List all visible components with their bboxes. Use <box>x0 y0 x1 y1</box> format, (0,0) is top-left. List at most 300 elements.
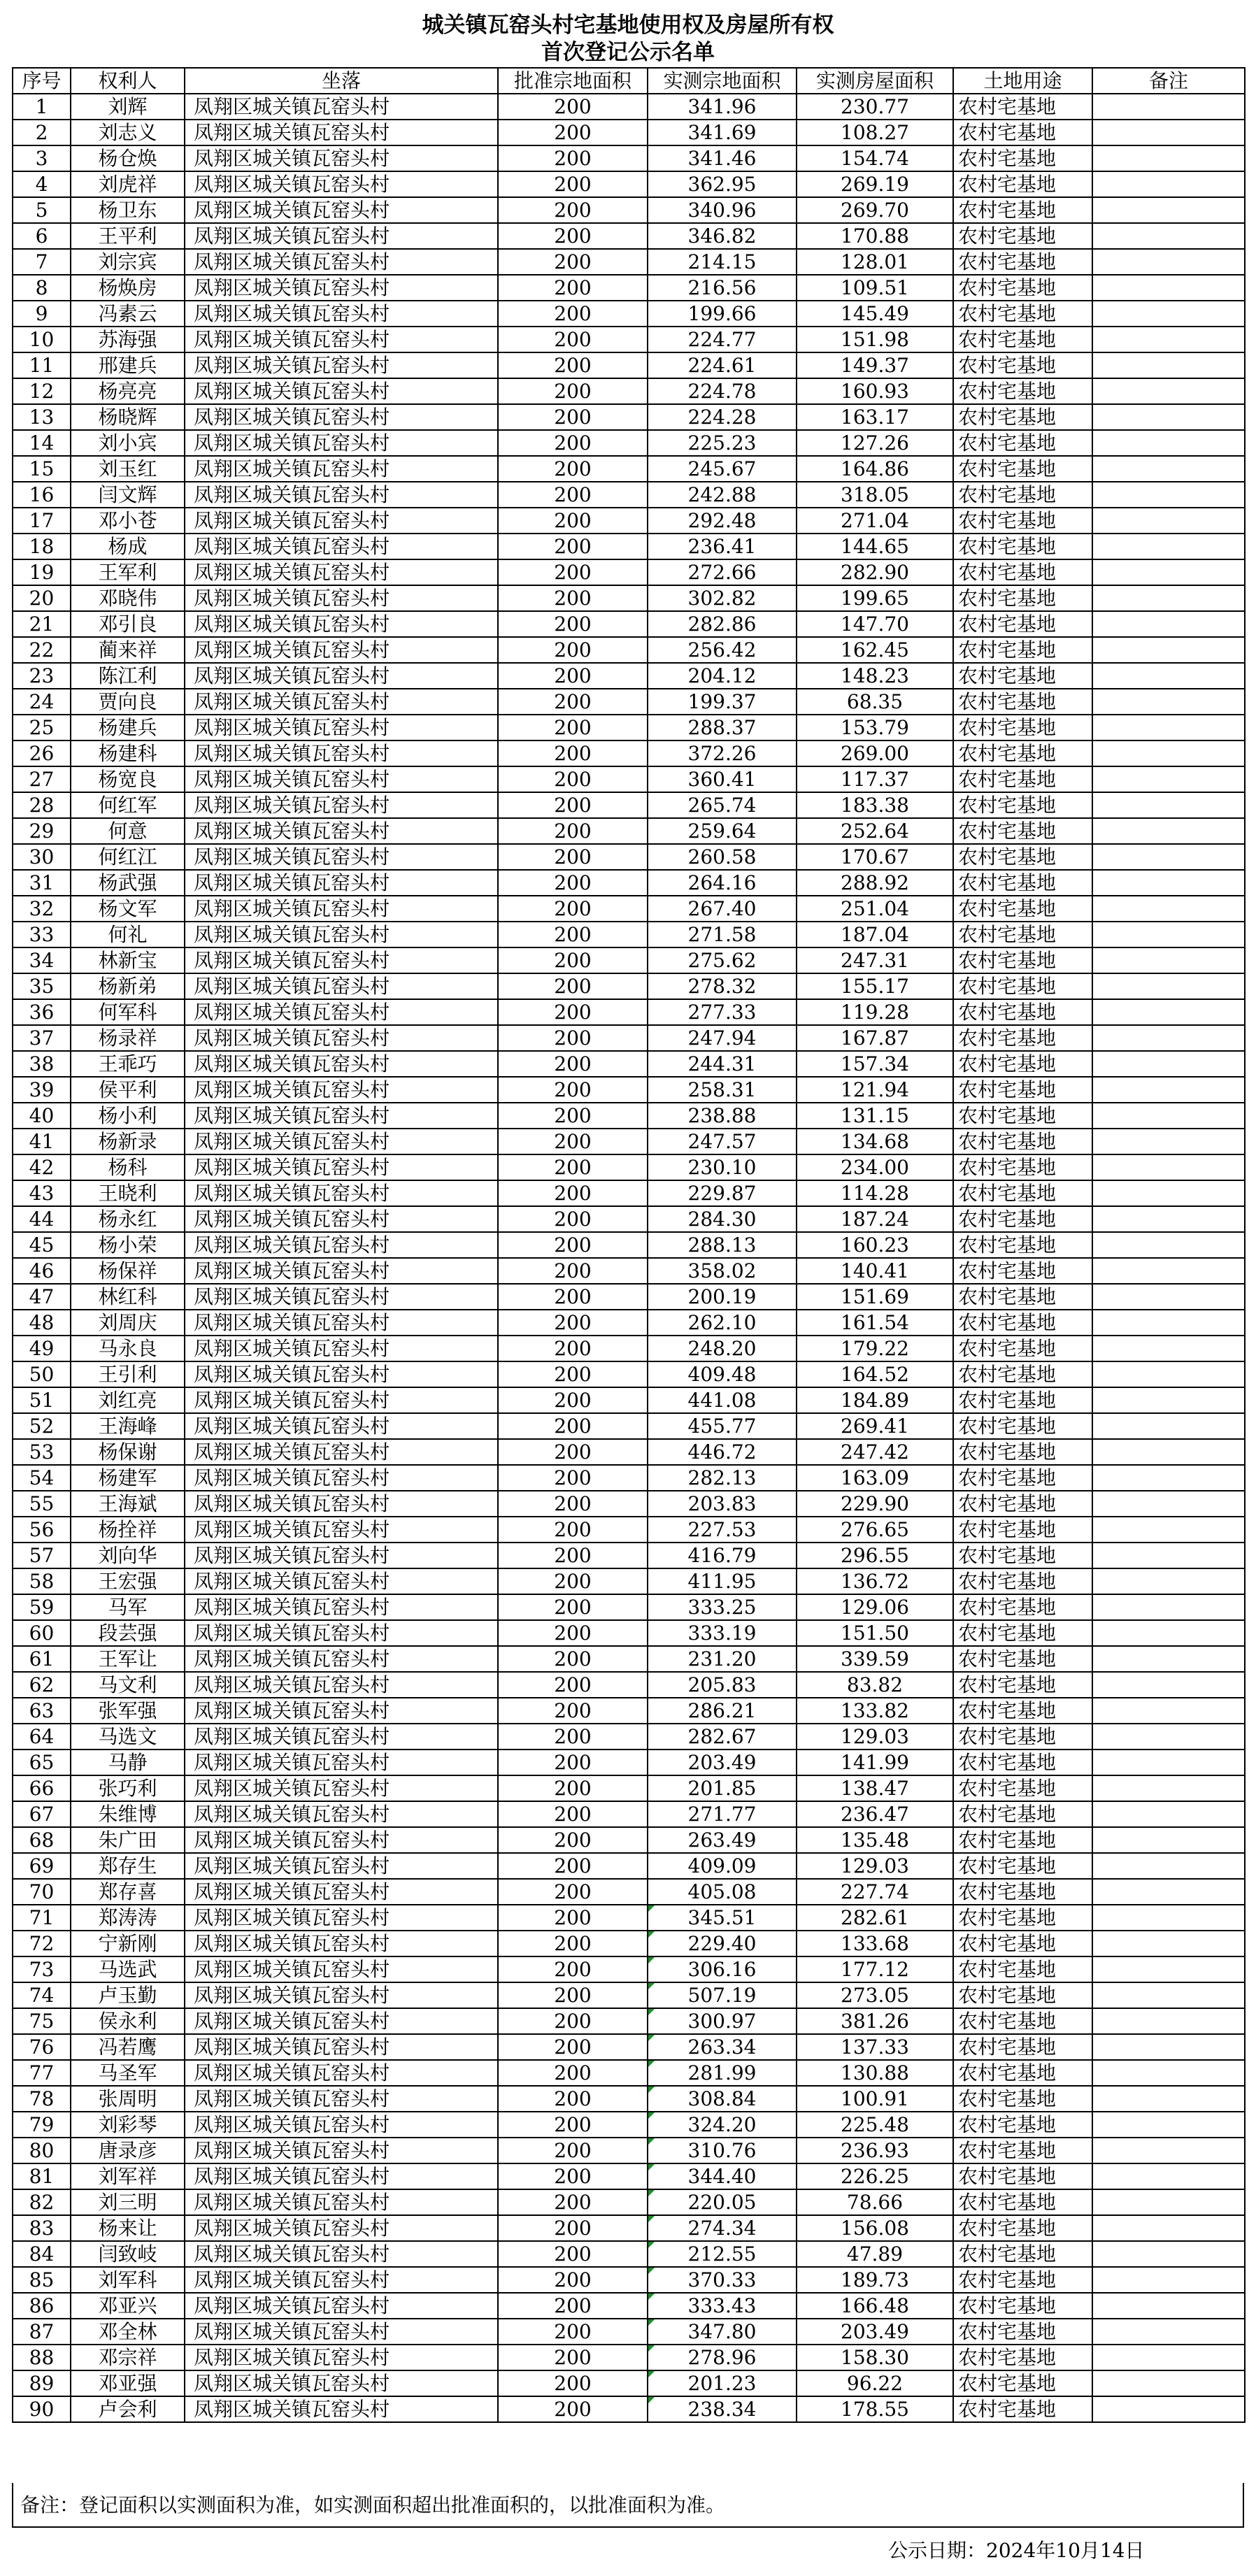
row-location: 凤翔区城关镇瓦窑头村 <box>185 689 498 715</box>
row-serial-no: 47 <box>13 1284 71 1310</box>
row-remarks <box>1092 1672 1245 1698</box>
row-measured-house-area: 121.94 <box>797 1077 953 1103</box>
row-location: 凤翔区城关镇瓦窑头村 <box>185 508 498 534</box>
row-serial-no: 52 <box>13 1413 71 1439</box>
row-approved-area: 200 <box>498 1775 648 1801</box>
row-land-use: 农村宅基地 <box>953 922 1092 947</box>
row-location: 凤翔区城关镇瓦窑头村 <box>185 275 498 301</box>
table-row <box>13 1698 1245 1724</box>
row-owner: 杨卫东 <box>71 197 185 223</box>
row-measured-land-area: 230.10 <box>648 1154 797 1180</box>
row-measured-house-area: 178.55 <box>797 2396 953 2422</box>
row-measured-house-area: 273.05 <box>797 1982 953 2008</box>
row-measured-land-area: 199.66 <box>648 301 797 327</box>
row-measured-land-area: 272.66 <box>648 559 797 585</box>
row-owner: 杨新录 <box>71 1129 185 1154</box>
row-measured-land-area: 405.08 <box>648 1879 797 1905</box>
row-serial-no: 48 <box>13 1310 71 1336</box>
row-location: 凤翔区城关镇瓦窑头村 <box>185 2060 498 2086</box>
row-approved-area: 200 <box>498 482 648 508</box>
row-land-use: 农村宅基地 <box>953 559 1092 585</box>
table-row <box>13 1905 1245 1931</box>
row-approved-area: 200 <box>498 2396 648 2422</box>
row-remarks <box>1092 120 1245 145</box>
row-measured-house-area: 47.89 <box>797 2241 953 2267</box>
row-measured-land-area: 275.62 <box>648 947 797 973</box>
row-land-use: 农村宅基地 <box>953 534 1092 559</box>
row-measured-house-area: 96.22 <box>797 2370 953 2396</box>
row-land-use: 农村宅基地 <box>953 2345 1092 2370</box>
table-row <box>13 1672 1245 1698</box>
row-owner: 刘辉 <box>71 94 185 120</box>
row-owner: 闫文辉 <box>71 482 185 508</box>
row-measured-house-area: 225.48 <box>797 2112 953 2138</box>
row-remarks <box>1092 637 1245 663</box>
row-serial-no: 44 <box>13 1206 71 1232</box>
row-remarks <box>1092 1284 1245 1310</box>
row-remarks <box>1092 145 1245 171</box>
row-land-use: 农村宅基地 <box>953 2293 1092 2319</box>
row-owner: 杨建科 <box>71 740 185 766</box>
row-owner: 邓引良 <box>71 611 185 637</box>
row-measured-land-area: 238.34 <box>648 2396 797 2422</box>
row-measured-land-area: 372.26 <box>648 740 797 766</box>
row-land-use: 农村宅基地 <box>953 1051 1092 1077</box>
row-owner: 杨焕房 <box>71 275 185 301</box>
row-location: 凤翔区城关镇瓦窑头村 <box>185 171 498 197</box>
row-location: 凤翔区城关镇瓦窑头村 <box>185 585 498 611</box>
row-location: 凤翔区城关镇瓦窑头村 <box>185 2034 498 2060</box>
row-remarks <box>1092 1491 1245 1517</box>
row-land-use: 农村宅基地 <box>953 663 1092 689</box>
row-serial-no: 64 <box>13 1724 71 1749</box>
row-location: 凤翔区城关镇瓦窑头村 <box>185 1775 498 1801</box>
row-measured-house-area: 145.49 <box>797 301 953 327</box>
row-location: 凤翔区城关镇瓦窑头村 <box>185 1258 498 1284</box>
table-row <box>13 766 1245 792</box>
row-approved-area: 200 <box>498 1232 648 1258</box>
row-measured-land-area: 212.55 <box>648 2241 797 2267</box>
row-approved-area: 200 <box>498 792 648 818</box>
row-land-use: 农村宅基地 <box>953 1413 1092 1439</box>
row-land-use: 农村宅基地 <box>953 1620 1092 1646</box>
table-row <box>13 508 1245 534</box>
row-location: 凤翔区城关镇瓦窑头村 <box>185 2319 498 2345</box>
row-measured-land-area: 203.49 <box>648 1749 797 1775</box>
row-measured-house-area: 339.59 <box>797 1646 953 1672</box>
row-measured-house-area: 128.01 <box>797 249 953 275</box>
row-land-use: 农村宅基地 <box>953 2112 1092 2138</box>
row-approved-area: 200 <box>498 1103 648 1129</box>
row-measured-house-area: 230.77 <box>797 94 953 120</box>
row-owner: 冯素云 <box>71 301 185 327</box>
row-land-use: 农村宅基地 <box>953 249 1092 275</box>
row-location: 凤翔区城关镇瓦窑头村 <box>185 2293 498 2319</box>
row-land-use: 农村宅基地 <box>953 275 1092 301</box>
header-location: 坐落 <box>185 68 498 94</box>
row-land-use: 农村宅基地 <box>953 818 1092 844</box>
row-serial-no: 54 <box>13 1465 71 1491</box>
row-remarks <box>1092 1646 1245 1672</box>
row-location: 凤翔区城关镇瓦窑头村 <box>185 922 498 947</box>
row-remarks <box>1092 1956 1245 1982</box>
row-land-use: 农村宅基地 <box>953 2396 1092 2422</box>
row-measured-house-area: 100.91 <box>797 2086 953 2112</box>
row-measured-land-area: 409.09 <box>648 1853 797 1879</box>
row-measured-land-area: 224.28 <box>648 404 797 430</box>
row-serial-no: 85 <box>13 2267 71 2293</box>
row-approved-area: 200 <box>498 1827 648 1853</box>
row-measured-land-area: 263.49 <box>648 1827 797 1853</box>
row-location: 凤翔区城关镇瓦窑头村 <box>185 1853 498 1879</box>
row-remarks <box>1092 1129 1245 1154</box>
publish-date: 公示日期：2024年10月14日 <box>888 2539 1145 2562</box>
row-land-use: 农村宅基地 <box>953 1103 1092 1129</box>
table-row <box>13 1853 1245 1879</box>
row-serial-no: 50 <box>13 1361 71 1387</box>
row-serial-no: 26 <box>13 740 71 766</box>
row-serial-no: 2 <box>13 120 71 145</box>
row-owner: 杨建军 <box>71 1465 185 1491</box>
row-measured-land-area: 278.32 <box>648 973 797 999</box>
row-measured-house-area: 78.66 <box>797 2189 953 2215</box>
row-approved-area: 200 <box>498 2189 648 2215</box>
table-row <box>13 1465 1245 1491</box>
row-location: 凤翔区城关镇瓦窑头村 <box>185 1491 498 1517</box>
row-measured-house-area: 161.54 <box>797 1310 953 1336</box>
row-serial-no: 78 <box>13 2086 71 2112</box>
row-approved-area: 200 <box>498 1361 648 1387</box>
row-owner: 刘军祥 <box>71 2163 185 2189</box>
row-serial-no: 56 <box>13 1517 71 1543</box>
table-row <box>13 999 1245 1025</box>
row-approved-area: 200 <box>498 352 648 378</box>
row-land-use: 农村宅基地 <box>953 1646 1092 1672</box>
row-location: 凤翔区城关镇瓦窑头村 <box>185 2112 498 2138</box>
row-location: 凤翔区城关镇瓦窑头村 <box>185 1517 498 1543</box>
row-serial-no: 90 <box>13 2396 71 2422</box>
row-land-use: 农村宅基地 <box>953 2138 1092 2163</box>
row-measured-house-area: 68.35 <box>797 689 953 715</box>
row-remarks <box>1092 2215 1245 2241</box>
row-remarks <box>1092 1724 1245 1749</box>
row-remarks <box>1092 715 1245 740</box>
row-owner: 杨文军 <box>71 896 185 922</box>
row-approved-area: 200 <box>498 534 648 559</box>
row-remarks <box>1092 430 1245 456</box>
row-measured-land-area: 346.82 <box>648 223 797 249</box>
registration-table <box>12 67 1246 2423</box>
row-land-use: 农村宅基地 <box>953 1827 1092 1853</box>
row-measured-land-area: 310.76 <box>648 2138 797 2163</box>
row-serial-no: 36 <box>13 999 71 1025</box>
row-approved-area: 200 <box>498 559 648 585</box>
row-measured-land-area: 416.79 <box>648 1543 797 1568</box>
row-measured-house-area: 153.79 <box>797 715 953 740</box>
row-measured-land-area: 507.19 <box>648 1982 797 2008</box>
row-approved-area: 200 <box>498 663 648 689</box>
row-measured-land-area: 333.19 <box>648 1620 797 1646</box>
row-remarks <box>1092 2241 1245 2267</box>
row-approved-area: 200 <box>498 1801 648 1827</box>
row-approved-area: 200 <box>498 766 648 792</box>
row-approved-area: 200 <box>498 1543 648 1568</box>
row-remarks <box>1092 1543 1245 1568</box>
row-remarks <box>1092 818 1245 844</box>
row-serial-no: 7 <box>13 249 71 275</box>
row-serial-no: 46 <box>13 1258 71 1284</box>
row-measured-house-area: 141.99 <box>797 1749 953 1775</box>
document-title: 城关镇瓦窑头村宅基地使用权及房屋所有权 <box>422 13 834 38</box>
row-measured-house-area: 151.50 <box>797 1620 953 1646</box>
row-serial-no: 57 <box>13 1543 71 1568</box>
row-measured-land-area: 248.20 <box>648 1336 797 1361</box>
row-location: 凤翔区城关镇瓦窑头村 <box>185 973 498 999</box>
row-land-use: 农村宅基地 <box>953 1517 1092 1543</box>
row-land-use: 农村宅基地 <box>953 689 1092 715</box>
table-row <box>13 2370 1245 2396</box>
row-land-use: 农村宅基地 <box>953 2086 1092 2112</box>
row-measured-land-area: 263.34 <box>648 2034 797 2060</box>
row-serial-no: 18 <box>13 534 71 559</box>
row-measured-house-area: 155.17 <box>797 973 953 999</box>
row-land-use: 农村宅基地 <box>953 1129 1092 1154</box>
row-owner: 朱维博 <box>71 1801 185 1827</box>
table-row <box>13 482 1245 508</box>
row-approved-area: 200 <box>498 1594 648 1620</box>
row-land-use: 农村宅基地 <box>953 2008 1092 2034</box>
row-measured-land-area: 271.58 <box>648 922 797 947</box>
row-owner: 王军利 <box>71 559 185 585</box>
row-measured-house-area: 187.04 <box>797 922 953 947</box>
row-location: 凤翔区城关镇瓦窑头村 <box>185 1905 498 1931</box>
row-location: 凤翔区城关镇瓦窑头村 <box>185 844 498 870</box>
row-owner: 王乖巧 <box>71 1051 185 1077</box>
row-approved-area: 200 <box>498 404 648 430</box>
row-measured-house-area: 170.67 <box>797 844 953 870</box>
table-row <box>13 197 1245 223</box>
row-remarks <box>1092 559 1245 585</box>
row-owner: 刘军科 <box>71 2267 185 2293</box>
row-remarks <box>1092 2060 1245 2086</box>
row-land-use: 农村宅基地 <box>953 301 1092 327</box>
row-remarks <box>1092 1077 1245 1103</box>
row-measured-land-area: 340.96 <box>648 197 797 223</box>
row-owner: 马文利 <box>71 1672 185 1698</box>
row-location: 凤翔区城关镇瓦窑头村 <box>185 1543 498 1568</box>
row-measured-house-area: 144.65 <box>797 534 953 559</box>
row-owner: 何礼 <box>71 922 185 947</box>
row-land-use: 农村宅基地 <box>953 896 1092 922</box>
row-land-use: 农村宅基地 <box>953 2319 1092 2345</box>
table-row <box>13 1310 1245 1336</box>
table-row <box>13 1387 1245 1413</box>
table-row <box>13 1439 1245 1465</box>
row-location: 凤翔区城关镇瓦窑头村 <box>185 1724 498 1749</box>
row-serial-no: 58 <box>13 1568 71 1594</box>
row-owner: 段芸强 <box>71 1620 185 1646</box>
table-row <box>13 223 1245 249</box>
row-measured-house-area: 163.17 <box>797 404 953 430</box>
row-serial-no: 83 <box>13 2215 71 2241</box>
row-measured-land-area: 227.53 <box>648 1517 797 1543</box>
row-measured-land-area: 345.51 <box>648 1905 797 1931</box>
row-serial-no: 72 <box>13 1931 71 1956</box>
row-serial-no: 60 <box>13 1620 71 1646</box>
row-approved-area: 200 <box>498 1077 648 1103</box>
row-measured-land-area: 409.48 <box>648 1361 797 1387</box>
row-measured-house-area: 138.47 <box>797 1775 953 1801</box>
row-owner: 唐录彦 <box>71 2138 185 2163</box>
row-owner: 杨亮亮 <box>71 378 185 404</box>
row-owner: 刘宗宾 <box>71 249 185 275</box>
table-row <box>13 2163 1245 2189</box>
row-measured-house-area: 151.69 <box>797 1284 953 1310</box>
table-row <box>13 2215 1245 2241</box>
row-location: 凤翔区城关镇瓦窑头村 <box>185 947 498 973</box>
row-land-use: 农村宅基地 <box>953 456 1092 482</box>
row-remarks <box>1092 301 1245 327</box>
row-measured-house-area: 236.93 <box>797 2138 953 2163</box>
row-serial-no: 40 <box>13 1103 71 1129</box>
row-approved-area: 200 <box>498 2319 648 2345</box>
row-remarks <box>1092 1827 1245 1853</box>
row-land-use: 农村宅基地 <box>953 120 1092 145</box>
row-remarks <box>1092 275 1245 301</box>
row-approved-area: 200 <box>498 896 648 922</box>
row-measured-land-area: 229.87 <box>648 1180 797 1206</box>
row-serial-no: 24 <box>13 689 71 715</box>
row-measured-house-area: 167.87 <box>797 1025 953 1051</box>
row-land-use: 农村宅基地 <box>953 1284 1092 1310</box>
row-measured-land-area: 236.41 <box>648 534 797 559</box>
row-remarks <box>1092 1180 1245 1206</box>
row-measured-house-area: 163.09 <box>797 1465 953 1491</box>
row-owner: 郑存喜 <box>71 1879 185 1905</box>
row-owner: 王海斌 <box>71 1491 185 1517</box>
row-measured-house-area: 381.26 <box>797 2008 953 2034</box>
row-remarks <box>1092 404 1245 430</box>
row-remarks <box>1092 1775 1245 1801</box>
row-remarks <box>1092 1361 1245 1387</box>
table-row <box>13 611 1245 637</box>
row-owner: 杨拴祥 <box>71 1517 185 1543</box>
row-serial-no: 13 <box>13 404 71 430</box>
row-land-use: 农村宅基地 <box>953 1749 1092 1775</box>
row-measured-land-area: 282.13 <box>648 1465 797 1491</box>
row-land-use: 农村宅基地 <box>953 1361 1092 1387</box>
table-row <box>13 1206 1245 1232</box>
row-measured-land-area: 411.95 <box>648 1568 797 1594</box>
table-row <box>13 1827 1245 1853</box>
row-owner: 王平利 <box>71 223 185 249</box>
row-remarks <box>1092 689 1245 715</box>
row-measured-house-area: 269.00 <box>797 740 953 766</box>
row-location: 凤翔区城关镇瓦窑头村 <box>185 2241 498 2267</box>
row-measured-land-area: 244.31 <box>648 1051 797 1077</box>
row-approved-area: 200 <box>498 249 648 275</box>
row-remarks <box>1092 482 1245 508</box>
row-location: 凤翔区城关镇瓦窑头村 <box>185 1594 498 1620</box>
table-row <box>13 896 1245 922</box>
row-approved-area: 200 <box>498 456 648 482</box>
row-owner: 邓亚兴 <box>71 2293 185 2319</box>
row-land-use: 农村宅基地 <box>953 2215 1092 2241</box>
table-row <box>13 1103 1245 1129</box>
row-location: 凤翔区城关镇瓦窑头村 <box>185 663 498 689</box>
row-location: 凤翔区城关镇瓦窑头村 <box>185 2396 498 2422</box>
row-approved-area: 200 <box>498 637 648 663</box>
row-remarks <box>1092 1620 1245 1646</box>
row-land-use: 农村宅基地 <box>953 404 1092 430</box>
row-measured-house-area: 170.88 <box>797 223 953 249</box>
row-approved-area: 200 <box>498 2370 648 2396</box>
row-land-use: 农村宅基地 <box>953 2267 1092 2293</box>
row-land-use: 农村宅基地 <box>953 94 1092 120</box>
row-measured-house-area: 108.27 <box>797 120 953 145</box>
row-location: 凤翔区城关镇瓦窑头村 <box>185 223 498 249</box>
row-measured-land-area: 324.20 <box>648 2112 797 2138</box>
header-measured-house-area: 实测房屋面积 <box>797 68 953 94</box>
row-serial-no: 79 <box>13 2112 71 2138</box>
row-approved-area: 200 <box>498 1336 648 1361</box>
row-land-use: 农村宅基地 <box>953 637 1092 663</box>
row-location: 凤翔区城关镇瓦窑头村 <box>185 870 498 896</box>
row-land-use: 农村宅基地 <box>953 1310 1092 1336</box>
row-measured-house-area: 179.22 <box>797 1336 953 1361</box>
row-location: 凤翔区城关镇瓦窑头村 <box>185 1154 498 1180</box>
row-land-use: 农村宅基地 <box>953 1543 1092 1568</box>
row-owner: 杨保谢 <box>71 1439 185 1465</box>
row-remarks <box>1092 740 1245 766</box>
row-approved-area: 200 <box>498 1620 648 1646</box>
table-row <box>13 1258 1245 1284</box>
row-serial-no: 35 <box>13 973 71 999</box>
row-serial-no: 25 <box>13 715 71 740</box>
row-location: 凤翔区城关镇瓦窑头村 <box>185 482 498 508</box>
row-approved-area: 200 <box>498 999 648 1025</box>
row-measured-house-area: 154.74 <box>797 145 953 171</box>
table-row <box>13 1568 1245 1594</box>
row-approved-area: 200 <box>498 818 648 844</box>
row-owner: 朱广田 <box>71 1827 185 1853</box>
table-body <box>13 94 1245 2422</box>
row-serial-no: 42 <box>13 1154 71 1180</box>
row-location: 凤翔区城关镇瓦窑头村 <box>185 1801 498 1827</box>
row-location: 凤翔区城关镇瓦窑头村 <box>185 1232 498 1258</box>
row-location: 凤翔区城关镇瓦窑头村 <box>185 1646 498 1672</box>
row-approved-area: 200 <box>498 1724 648 1749</box>
row-owner: 马军 <box>71 1594 185 1620</box>
row-measured-house-area: 164.86 <box>797 456 953 482</box>
row-remarks <box>1092 973 1245 999</box>
row-serial-no: 31 <box>13 870 71 896</box>
row-owner: 张军强 <box>71 1698 185 1724</box>
row-approved-area: 200 <box>498 611 648 637</box>
row-measured-land-area: 224.78 <box>648 378 797 404</box>
row-serial-no: 55 <box>13 1491 71 1517</box>
table-row <box>13 973 1245 999</box>
row-land-use: 农村宅基地 <box>953 973 1092 999</box>
row-location: 凤翔区城关镇瓦窑头村 <box>185 1103 498 1129</box>
row-approved-area: 200 <box>498 2112 648 2138</box>
row-measured-house-area: 187.24 <box>797 1206 953 1232</box>
row-measured-land-area: 224.77 <box>648 327 797 352</box>
row-owner: 刘向华 <box>71 1543 185 1568</box>
row-remarks <box>1092 94 1245 120</box>
row-owner: 何红军 <box>71 792 185 818</box>
table-row <box>13 327 1245 352</box>
